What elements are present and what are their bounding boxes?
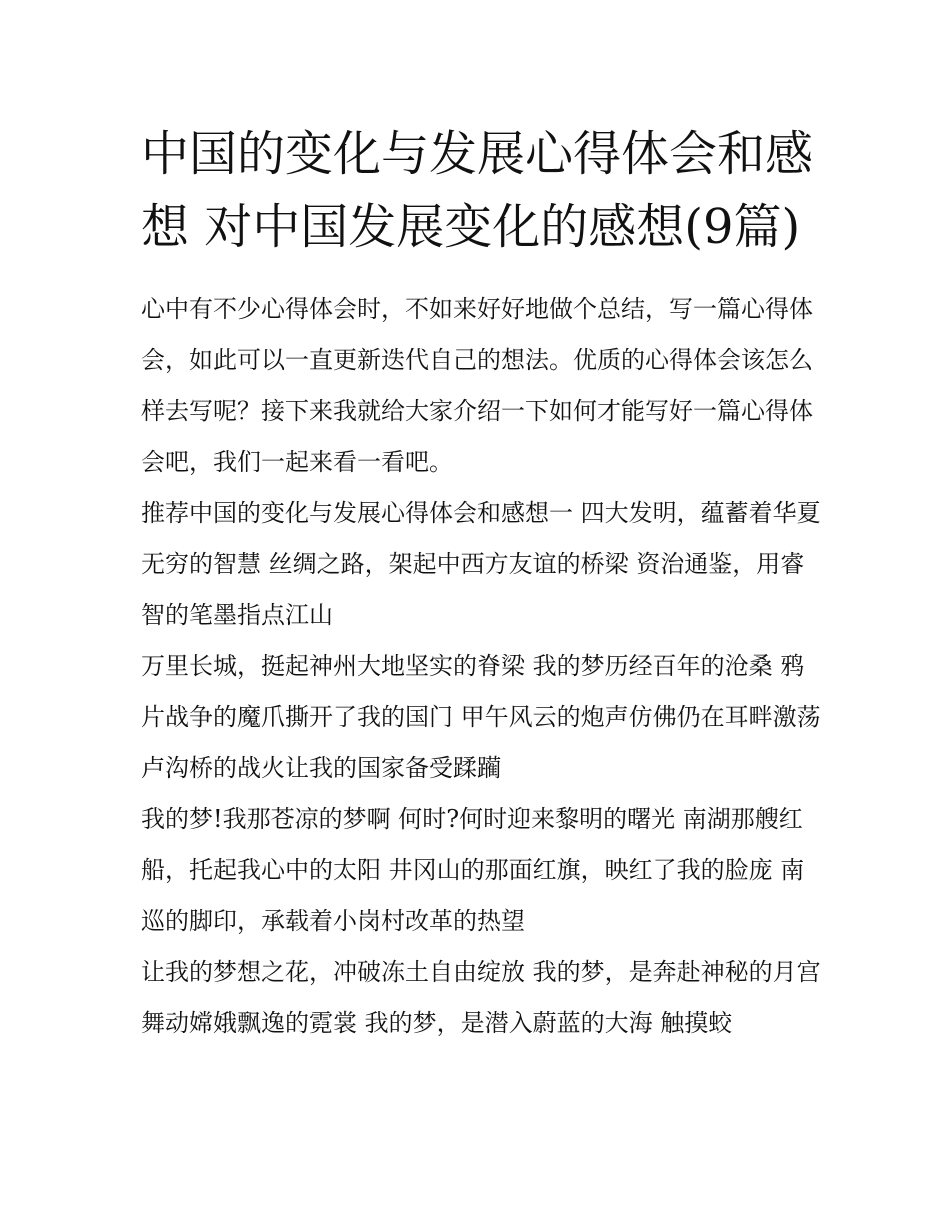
document-title: 中国的变化与发展心得体会和感想 对中国发展变化的感想(9篇): [141, 126, 814, 255]
paragraph-intro: 心中有不少心得体会时，不如来好好地做个总结，写一篇心得体会，如此可以一直更新迭代自己的想法。优质的心得体会该怎么样去写呢？接下来我就给大家介绍一下如何才能写好一篇心得体会吧，我们一起来看一看吧。: [141, 295, 813, 476]
paragraph-great-wall: 万里长城，挺起神州大地坚实的脊梁 我的梦历经百年的沧桑 鸦片战争的魔爪撕开了我的国门 甲午风云的炮声仿佛仍在耳畔激荡 卢沟桥的战火让我的国家备受蹂躏: [141, 652, 821, 782]
document-body: [141, 118, 821, 1049]
paragraph-my-dream: 我的梦!我那苍凉的梦啊 何时?何时迎来黎明的曙光 南湖那艘红船，托起我心中的太阳 井冈山的那面红旗，映红了我的脸庞 南巡的脚印，承载着小岗村改革的热望: [141, 805, 805, 935]
paragraph-dream-flower: 让我的梦想之花，冲破冻土自由绽放 我的梦，是奔赴神秘的月宫 舞动嫦娥飘逸的霓裳 我的梦，是潜入蔚蓝的大海 触摸蛟: [141, 958, 821, 1037]
paragraph-inventions: 推荐中国的变化与发展心得体会和感想一 四大发明，蕴蓄着华夏无穷的智慧 丝绸之路，架起中西方友谊的桥梁 资治通鉴，用睿智的笔墨指点江山: [141, 499, 821, 629]
